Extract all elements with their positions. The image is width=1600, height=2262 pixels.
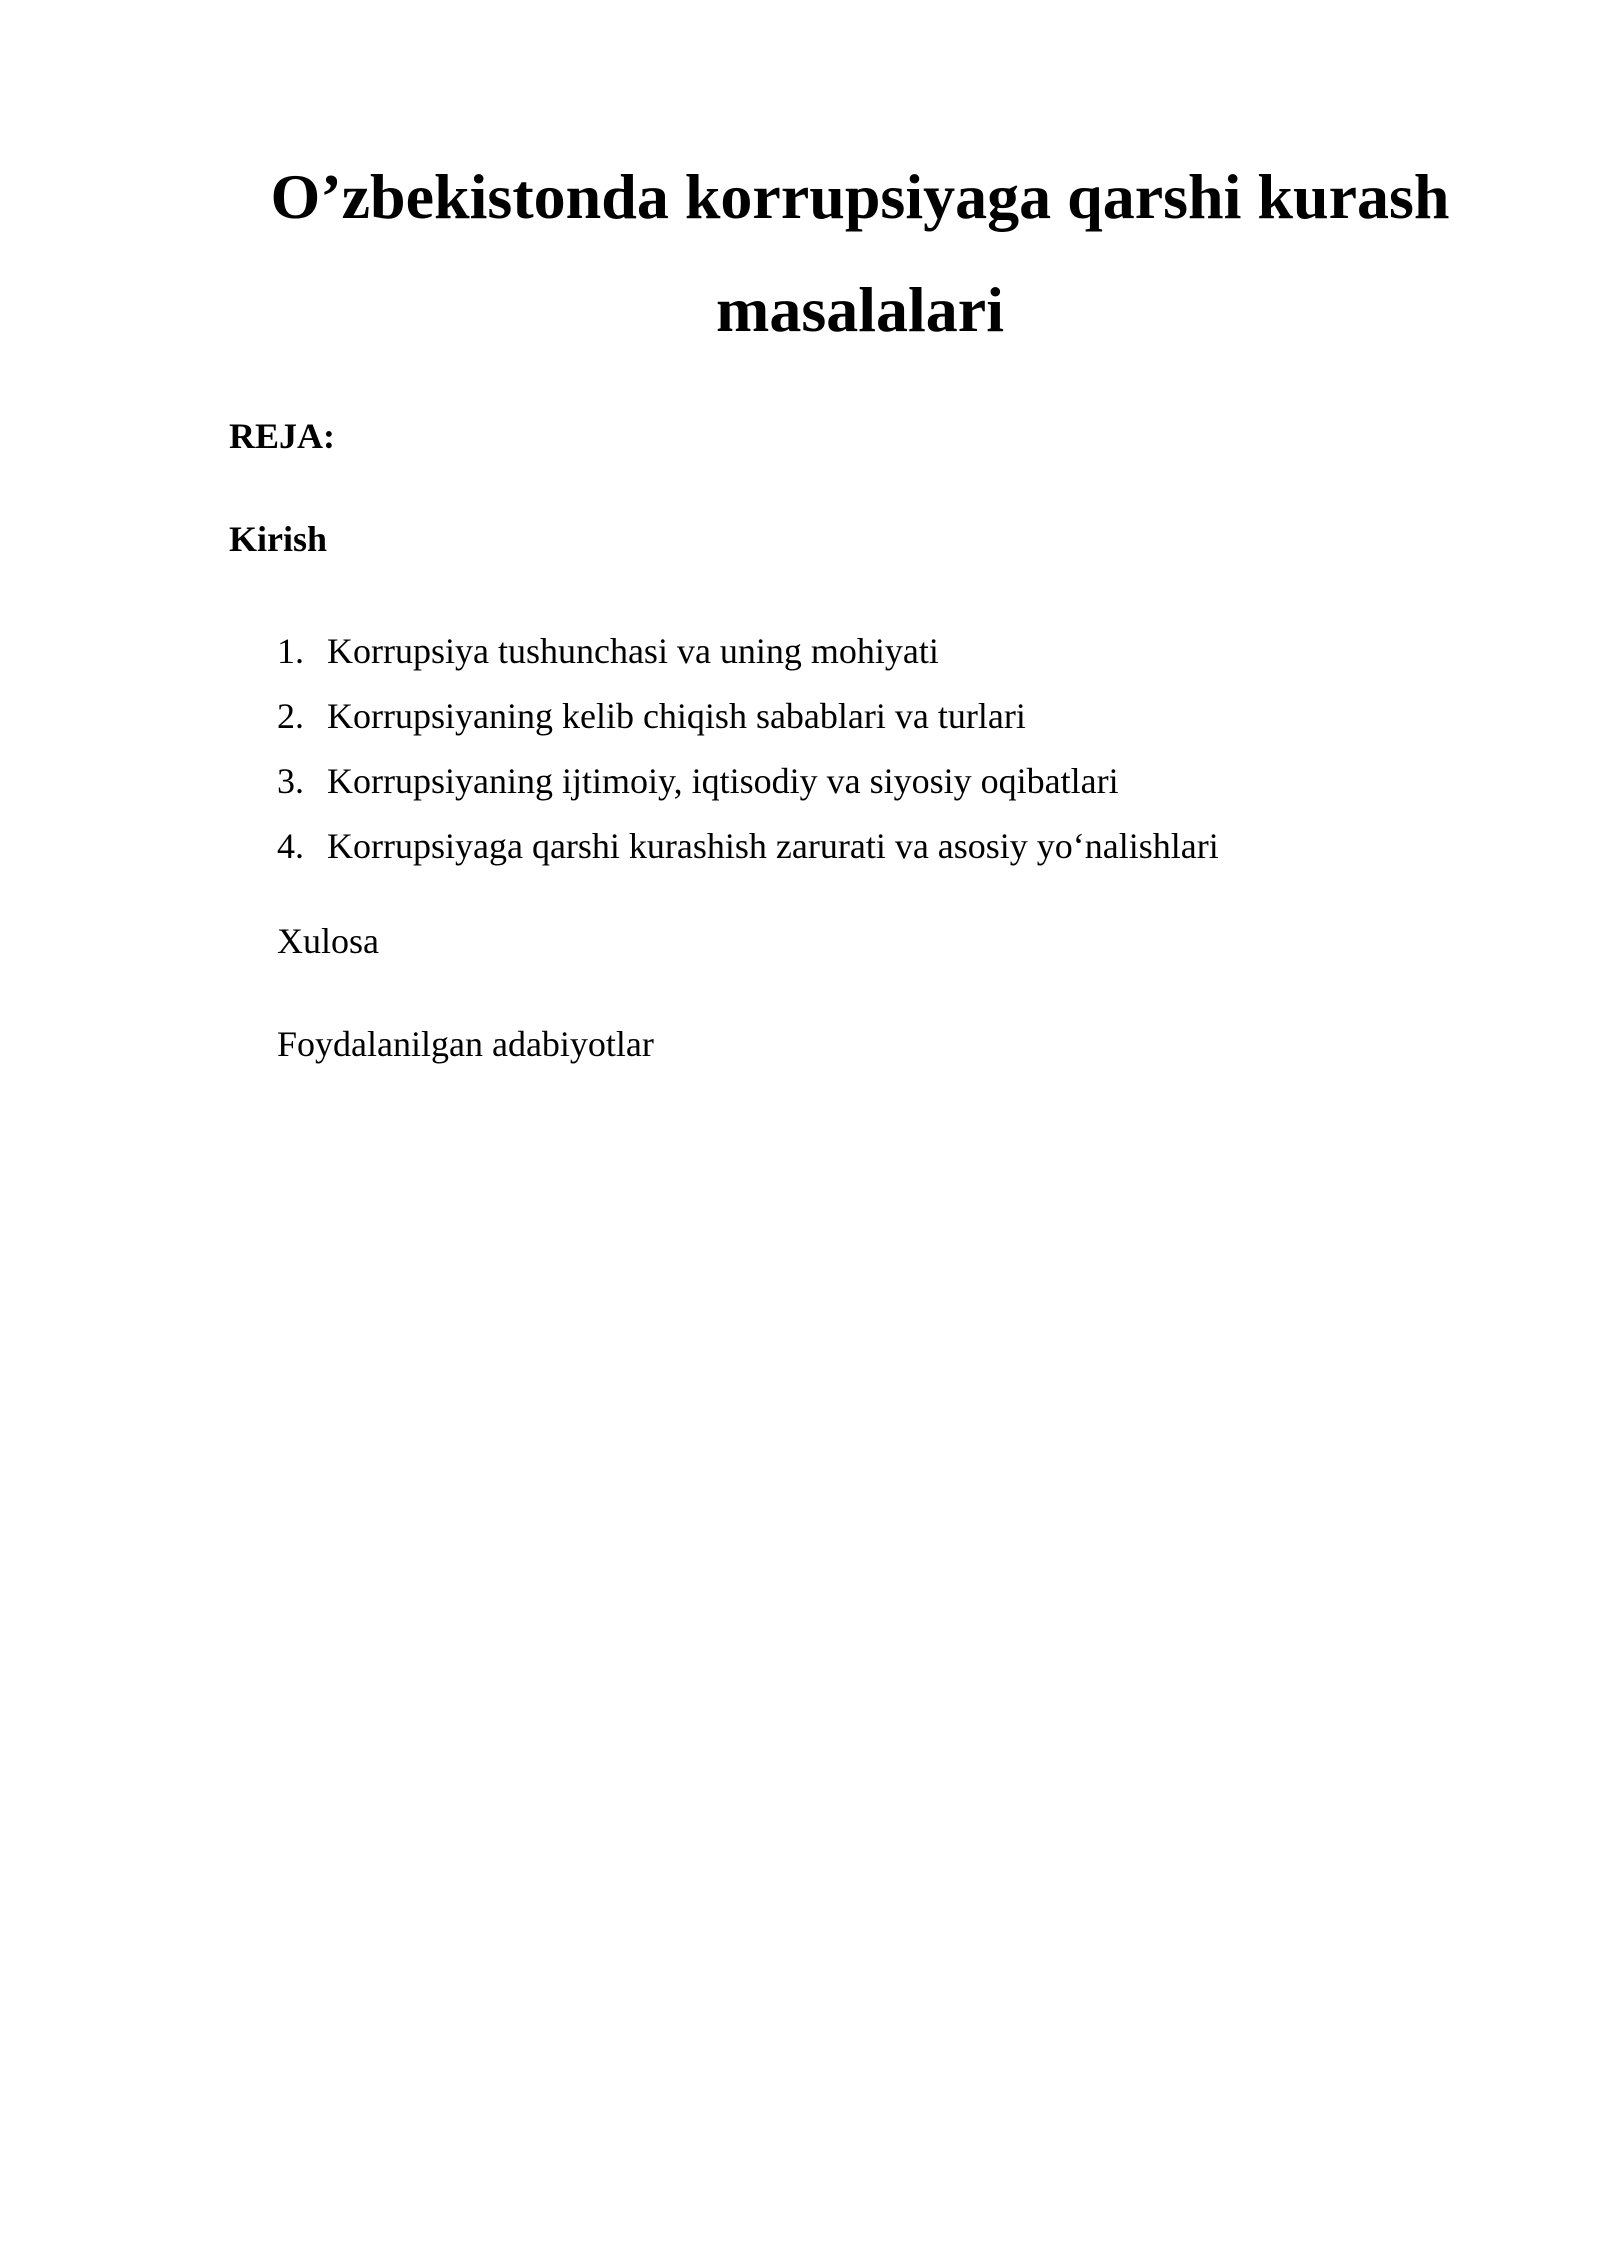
plan-item-text: Korrupsiya tushunchasi va uning mohiyati (327, 631, 939, 671)
plan-item (277, 619, 1219, 684)
plan-item-text: Korrupsiyaning ijtimoiy, iqtisodiy va siyosiy oqibatlari (327, 761, 1119, 801)
plan-item-number: 2. (277, 696, 304, 736)
conclusion-label: Xulosa (277, 921, 379, 961)
plan-list (277, 619, 1219, 879)
plan-item-text: Korrupsiyaning kelib chiqish sabablari va turlari (327, 696, 1026, 736)
plan-item (277, 814, 1219, 879)
references-label: Foydalanilgan adabiyotlar (277, 1024, 654, 1064)
plan-item-number: 3. (277, 761, 304, 801)
plan-item (277, 749, 1219, 814)
plan-item-number: 1. (277, 631, 304, 671)
plan-item (277, 684, 1219, 749)
plan-heading: REJA: (229, 416, 335, 456)
plan-item-text: Korrupsiyaga qarshi kurashish zarurati va asosiy yo‘nalishlari (327, 826, 1219, 866)
document-title: O’zbekistonda korrupsiyaga qarshi kurash masalalari (270, 161, 1450, 345)
intro-heading: Kirish (229, 519, 328, 559)
plan-item-number: 4. (277, 826, 304, 866)
